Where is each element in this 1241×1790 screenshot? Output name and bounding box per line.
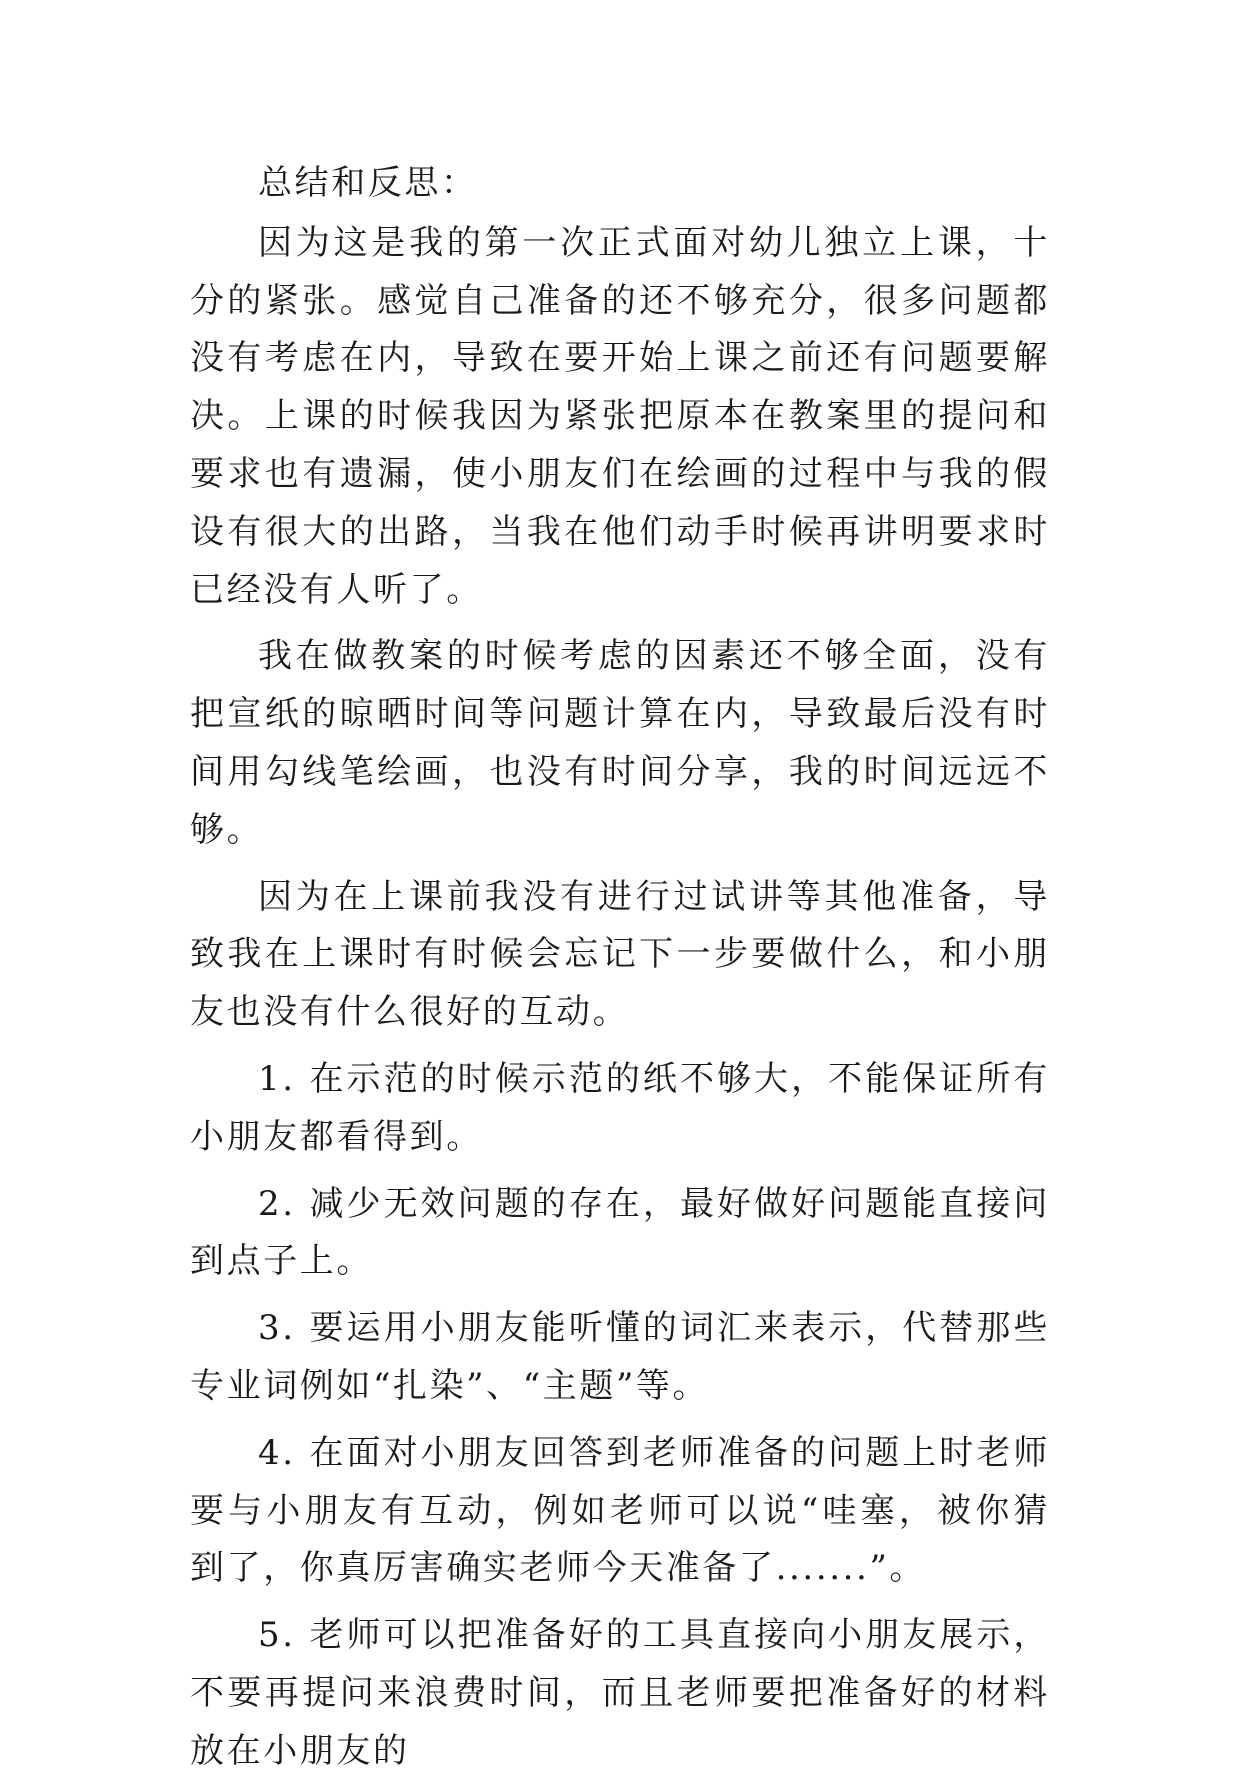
- list-item-3: 3. 要运用小朋友能听懂的词汇来表示，代替那些专业词例如“扎染”、“主题”等。: [190, 1308, 1050, 1406]
- paragraph-intro: 因为这是我的第一次正式面对幼儿独立上课，十分的紧张。感觉自己准备的还不够充分，很多问题都没有考虑在内，导致在要开始上课之前还有问题要解决。上课的时候我因为紧张把原本在教案里的提问和要求也有遗漏，使小朋友们在绘画的过程中与我的假设有很大的出路，当我在他们动手时候再讲明要求时已经没有人听了。: [190, 222, 1050, 610]
- list-item-5: 5. 老师可以把准备好的工具直接向小朋友展示，不要再提问来浪费时间，而且老师要把准备好的材料放在小朋友的: [190, 1615, 1050, 1771]
- section-heading: 总结和反思：: [258, 163, 478, 203]
- paragraph-preparation: 因为在上课前我没有进行过试讲等其他准备，导致我在上课时有时候会忘记下一步要做什么，和小朋友也没有什么很好的互动。: [190, 876, 1050, 1033]
- document-body: [190, 155, 1050, 1790]
- list-item-4: 4. 在面对小朋友回答到老师准备的问题上时老师要与小朋友有互动，例如老师可以说“哇塞，被你猜到了，你真厉害确实老师今天准备了.......”。: [190, 1432, 1050, 1589]
- list-item-2: 2. 减少无效问题的存在，最好做好问题能直接问到点子上。: [190, 1183, 1050, 1282]
- paragraph-lesson-plan: 我在做教案的时候考虑的因素还不够全面，没有把宣纸的晾晒时间等问题计算在内，导致最后没有时间用勾线笔绘画，也没有时间分享，我的时间远远不够。: [190, 636, 1050, 850]
- list-item-1: 1. 在示范的时候示范的纸不够大，不能保证所有小朋友都看得到。: [190, 1058, 1050, 1157]
